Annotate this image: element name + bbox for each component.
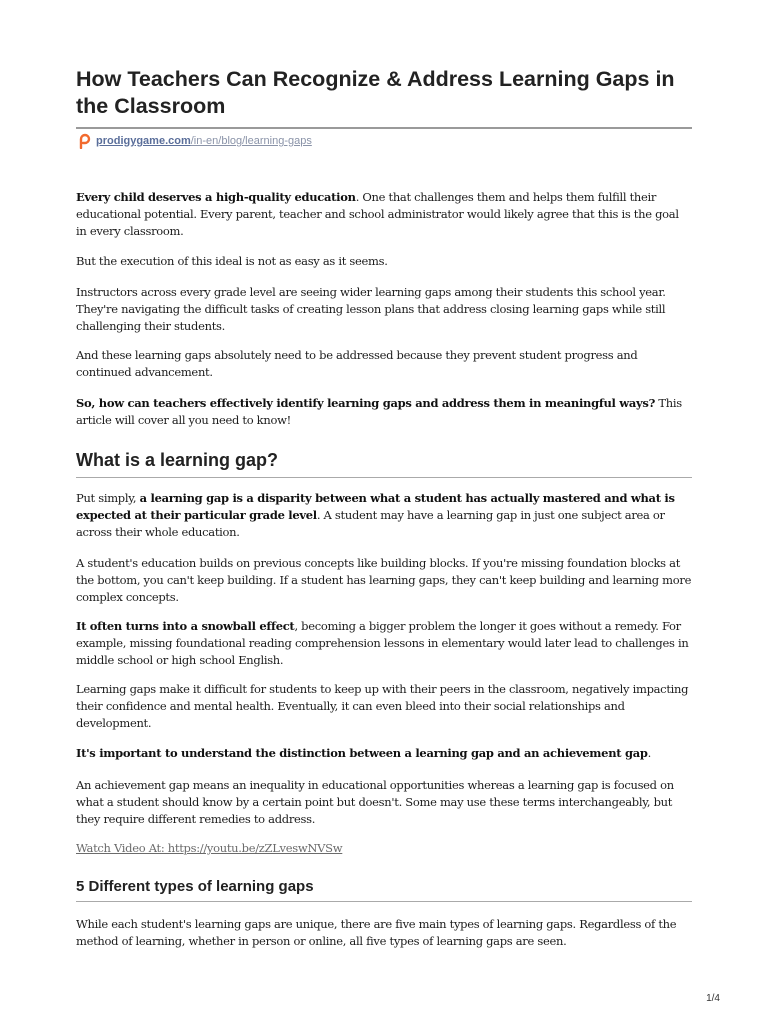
section1-p3-text: , becoming a bigger problem the longer it goes without a remedy. For example, missing foundational reading comprehension lessons in elementary would later lead to challenges in middle school or high school English. xyxy=(76,619,689,667)
section1-p1-lead: Put simply, xyxy=(76,491,140,505)
section-heading-learning-gap: What is a learning gap? xyxy=(76,450,279,470)
section1-p5-text: . xyxy=(647,746,651,760)
intro-p5-text: This article will cover all you need to know! xyxy=(76,396,682,427)
section1-p1-bold: a learning gap is a disparity between what a student has actually mastered and what is expected at their particular grade level xyxy=(76,491,675,522)
title-divider xyxy=(76,127,692,129)
section1-paragraph-6: An achievement gap means an inequality in educational opportunities whereas a learning gap is focused on what a student should know by a certain point but doesn't. Some may use these terms interchangeably, but they require different remedies to address. xyxy=(76,778,674,826)
intro-p5-bold: So, how can teachers effectively identify learning gaps and address them in meaningful ways? xyxy=(76,396,656,410)
section1-p1-text: . A student may have a learning gap in just one subject area or across their whole education. xyxy=(76,508,665,539)
section1-paragraph-2: A student's education builds on previous concepts like building blocks. If you're missing foundation blocks at the bottom, you can't keep building. If a student has learning gaps, they can't keep building and learning more complex concepts. xyxy=(76,556,692,604)
source-path-link[interactable]: /in-en/blog/learning-gaps xyxy=(190,135,312,147)
section1-paragraph-3 xyxy=(76,618,692,669)
section-heading-types: 5 Different types of learning gaps xyxy=(76,878,314,895)
intro-p1-text: . One that challenges them and helps them fulfill their educational potential. Every parent, teacher and school administrator would likely agree that this is the goal in every classroom. xyxy=(76,190,679,238)
section1-paragraph-5 xyxy=(76,745,692,762)
section-divider xyxy=(76,477,692,478)
prodigy-logo-icon xyxy=(78,133,92,149)
source-line xyxy=(78,132,312,150)
watch-video-link[interactable]: Watch Video At: https://youtu.be/zZLveswNVSw xyxy=(76,841,343,855)
section1-p5-bold: It's important to understand the distinction between a learning gap and an achievement gap xyxy=(76,746,648,760)
intro-paragraph-1 xyxy=(76,189,692,240)
section2-paragraph-1: While each student's learning gaps are unique, there are five main types of learning gaps. Regardless of the method of learning, whether in person or online, all five types of learning gaps are seen. xyxy=(76,917,677,948)
intro-paragraph-5 xyxy=(76,395,692,429)
intro-paragraph-4: And these learning gaps absolutely need to be addressed because they prevent student progress and continued advancement. xyxy=(76,348,638,379)
intro-p1-bold: Every child deserves a high-quality education xyxy=(76,190,356,204)
intro-paragraph-2: But the execution of this ideal is not as easy as it seems. xyxy=(76,254,388,268)
source-domain-link[interactable]: prodigygame.com xyxy=(96,135,191,147)
page-number: 1/4 xyxy=(706,993,720,1004)
section1-p3-bold: It often turns into a snowball effect xyxy=(76,619,295,633)
section-divider xyxy=(76,901,692,902)
section1-paragraph-4: Learning gaps make it difficult for students to keep up with their peers in the classroom, negatively impacting their confidence and mental health. Eventually, it can even bleed into their social relationships and development. xyxy=(76,682,689,730)
section1-paragraph-1 xyxy=(76,490,692,541)
article-title: How Teachers Can Recognize & Address Learning Gaps in the Classroom xyxy=(76,67,675,118)
intro-paragraph-3: Instructors across every grade level are seeing wider learning gaps among their students this school year. They're navigating the difficult tasks of creating lesson plans that address closing learning gaps while still challenging their students. xyxy=(76,285,666,333)
